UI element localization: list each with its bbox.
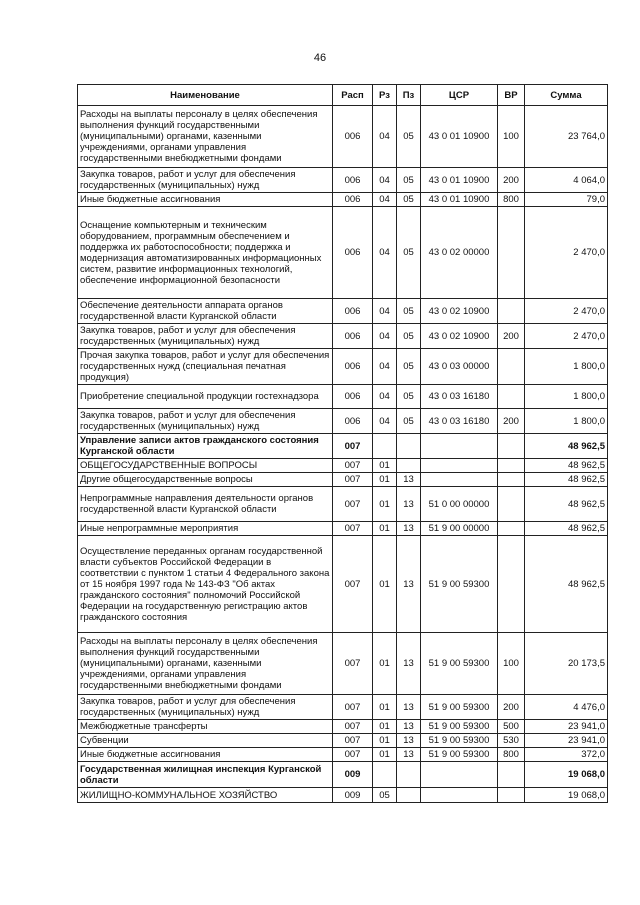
cell-vr: 200 <box>498 695 525 720</box>
cell-rasp: 007 <box>333 459 373 473</box>
cell-sum: 4 476,0 <box>525 695 608 720</box>
table-row <box>78 487 608 522</box>
cell-vr <box>498 434 525 459</box>
table-row <box>78 168 608 193</box>
cell-rasp: 006 <box>333 349 373 385</box>
cell-csr: 43 0 01 10900 <box>421 106 498 168</box>
cell-rz: 04 <box>373 168 397 193</box>
table-row <box>78 762 608 788</box>
table-row <box>78 434 608 459</box>
cell-sum: 48 962,5 <box>525 473 608 487</box>
cell-pz <box>397 762 421 788</box>
cell-rasp: 006 <box>333 385 373 409</box>
cell-rasp: 006 <box>333 193 373 207</box>
cell-name: Государственная жилищная инспекция Курганской области <box>78 762 333 788</box>
cell-name: Закупка товаров, работ и услуг для обеспечения государственных (муниципальных) нужд <box>78 409 333 434</box>
cell-pz: 13 <box>397 734 421 748</box>
table-row <box>78 324 608 349</box>
cell-rasp: 007 <box>333 434 373 459</box>
cell-name: Закупка товаров, работ и услуг для обеспечения государственных (муниципальных) нужд <box>78 168 333 193</box>
cell-rz <box>373 762 397 788</box>
cell-name: Межбюджетные трансферты <box>78 720 333 734</box>
cell-csr <box>421 459 498 473</box>
cell-sum: 48 962,5 <box>525 536 608 633</box>
cell-name: ЖИЛИЩНО-КОММУНАЛЬНОЕ ХОЗЯЙСТВО <box>78 788 333 803</box>
cell-csr: 43 0 01 10900 <box>421 193 498 207</box>
cell-rz: 01 <box>373 695 397 720</box>
cell-rz: 01 <box>373 487 397 522</box>
cell-rz: 01 <box>373 473 397 487</box>
table-row <box>78 193 608 207</box>
cell-name: Управление записи актов гражданского состояния Курганской области <box>78 434 333 459</box>
cell-csr <box>421 788 498 803</box>
cell-rz: 01 <box>373 734 397 748</box>
cell-csr: 51 9 00 59300 <box>421 536 498 633</box>
header-pz: Пз <box>397 85 421 106</box>
cell-rz: 04 <box>373 207 397 299</box>
cell-sum: 2 470,0 <box>525 299 608 324</box>
cell-pz: 05 <box>397 349 421 385</box>
cell-csr: 43 0 02 10900 <box>421 299 498 324</box>
cell-csr: 51 9 00 59300 <box>421 720 498 734</box>
cell-name: Приобретение специальной продукции гостехнадзора <box>78 385 333 409</box>
cell-rasp: 007 <box>333 536 373 633</box>
cell-pz: 05 <box>397 106 421 168</box>
cell-name: Прочая закупка товаров, работ и услуг для обеспечения государственных нужд (специальная печатная продукция) <box>78 349 333 385</box>
cell-rasp: 007 <box>333 748 373 762</box>
cell-name: Иные бюджетные ассигнования <box>78 748 333 762</box>
cell-vr <box>498 459 525 473</box>
cell-rz: 04 <box>373 349 397 385</box>
cell-rz: 01 <box>373 633 397 695</box>
cell-rasp: 007 <box>333 487 373 522</box>
cell-vr: 200 <box>498 168 525 193</box>
cell-sum: 20 173,5 <box>525 633 608 695</box>
table-row <box>78 734 608 748</box>
cell-csr: 51 9 00 00000 <box>421 522 498 536</box>
cell-pz: 13 <box>397 633 421 695</box>
cell-csr: 51 0 00 00000 <box>421 487 498 522</box>
cell-csr: 43 0 03 00000 <box>421 349 498 385</box>
cell-csr <box>421 762 498 788</box>
cell-rz: 04 <box>373 409 397 434</box>
cell-rz: 01 <box>373 522 397 536</box>
header-rasp: Расп <box>333 85 373 106</box>
cell-sum: 23 941,0 <box>525 734 608 748</box>
cell-pz: 05 <box>397 385 421 409</box>
cell-name: Расходы на выплаты персоналу в целях обеспечения выполнения функций государственными (муниципальными) органами, казенными учреждениями, органами управления государственными внебюджетными фондами <box>78 633 333 695</box>
cell-pz: 13 <box>397 522 421 536</box>
cell-vr <box>498 522 525 536</box>
cell-rasp: 006 <box>333 168 373 193</box>
cell-rasp: 007 <box>333 695 373 720</box>
cell-vr <box>498 487 525 522</box>
cell-rasp: 009 <box>333 762 373 788</box>
cell-sum: 79,0 <box>525 193 608 207</box>
cell-sum: 19 068,0 <box>525 788 608 803</box>
cell-pz: 13 <box>397 487 421 522</box>
table-row <box>78 106 608 168</box>
cell-csr: 43 0 03 16180 <box>421 409 498 434</box>
cell-sum: 2 470,0 <box>525 207 608 299</box>
table-row <box>78 349 608 385</box>
table-row <box>78 788 608 803</box>
cell-sum: 2 470,0 <box>525 324 608 349</box>
cell-vr: 530 <box>498 734 525 748</box>
cell-vr <box>498 385 525 409</box>
cell-vr <box>498 536 525 633</box>
cell-rz <box>373 434 397 459</box>
cell-name: Иные бюджетные ассигнования <box>78 193 333 207</box>
cell-rasp: 007 <box>333 720 373 734</box>
cell-vr: 200 <box>498 324 525 349</box>
table-row <box>78 748 608 762</box>
page-number: 46 <box>313 52 327 64</box>
cell-rasp: 006 <box>333 324 373 349</box>
cell-vr <box>498 788 525 803</box>
cell-name: Закупка товаров, работ и услуг для обеспечения государственных (муниципальных) нужд <box>78 695 333 720</box>
cell-rz: 04 <box>373 193 397 207</box>
cell-sum: 48 962,5 <box>525 434 608 459</box>
header-rz: Рз <box>373 85 397 106</box>
cell-sum: 19 068,0 <box>525 762 608 788</box>
table-row <box>78 720 608 734</box>
table-row <box>78 633 608 695</box>
cell-pz: 05 <box>397 299 421 324</box>
cell-pz: 05 <box>397 193 421 207</box>
cell-rz: 04 <box>373 299 397 324</box>
table-row <box>78 409 608 434</box>
cell-name: Расходы на выплаты персоналу в целях обеспечения выполнения функций государственными (муниципальными) органами, казенными учреждениями, органами управления государственными внебюджетными фондами <box>78 106 333 168</box>
cell-name: Оснащение компьютерным и техническим оборудованием, программным обеспечением и поддержка их работоспособности; поддержка и модернизация автоматизированных информационных систем, развитие информационных технологий, обеспечение информационной безопасности <box>78 207 333 299</box>
cell-pz: 05 <box>397 207 421 299</box>
cell-rasp: 006 <box>333 299 373 324</box>
cell-pz <box>397 788 421 803</box>
table-row <box>78 473 608 487</box>
cell-rasp: 006 <box>333 409 373 434</box>
header-csr: ЦСР <box>421 85 498 106</box>
cell-pz: 13 <box>397 720 421 734</box>
cell-rasp: 007 <box>333 473 373 487</box>
cell-sum: 48 962,5 <box>525 459 608 473</box>
cell-pz <box>397 459 421 473</box>
cell-sum: 23 941,0 <box>525 720 608 734</box>
cell-rasp: 009 <box>333 788 373 803</box>
cell-rz: 01 <box>373 720 397 734</box>
cell-sum: 372,0 <box>525 748 608 762</box>
cell-csr: 43 0 03 16180 <box>421 385 498 409</box>
table-row <box>78 299 608 324</box>
cell-vr <box>498 299 525 324</box>
cell-csr <box>421 434 498 459</box>
cell-pz: 05 <box>397 409 421 434</box>
cell-pz: 05 <box>397 168 421 193</box>
cell-rz: 04 <box>373 106 397 168</box>
cell-rz: 01 <box>373 536 397 633</box>
cell-name: Осуществление переданных органам государственной власти субъектов Российской Федерации в соответствии с пунктом 1 статьи 4 Федерального закона от 15 ноября 1997 года № 143-ФЗ "Об актах гражданского состояния" полномочий Российской Федерации на государственную регистрацию актов гражданского состояния <box>78 536 333 633</box>
cell-vr: 500 <box>498 720 525 734</box>
header-vr: ВР <box>498 85 525 106</box>
cell-sum: 48 962,5 <box>525 487 608 522</box>
cell-name: Субвенции <box>78 734 333 748</box>
table-row <box>78 207 608 299</box>
cell-pz: 13 <box>397 748 421 762</box>
table-row <box>78 522 608 536</box>
cell-name: Обеспечение деятельности аппарата органов государственной власти Курганской области <box>78 299 333 324</box>
cell-sum: 1 800,0 <box>525 385 608 409</box>
cell-rasp: 006 <box>333 106 373 168</box>
table-row <box>78 536 608 633</box>
cell-csr: 43 0 02 00000 <box>421 207 498 299</box>
cell-sum: 1 800,0 <box>525 409 608 434</box>
cell-vr <box>498 349 525 385</box>
cell-name: Другие общегосударственные вопросы <box>78 473 333 487</box>
cell-pz: 13 <box>397 536 421 633</box>
cell-sum: 1 800,0 <box>525 349 608 385</box>
table-row <box>78 385 608 409</box>
table-row <box>78 459 608 473</box>
header-name: Наименование <box>78 85 333 106</box>
cell-pz <box>397 434 421 459</box>
cell-vr: 800 <box>498 748 525 762</box>
cell-rz: 04 <box>373 385 397 409</box>
cell-pz: 13 <box>397 473 421 487</box>
cell-name: ОБЩЕГОСУДАРСТВЕННЫЕ ВОПРОСЫ <box>78 459 333 473</box>
cell-csr: 43 0 01 10900 <box>421 168 498 193</box>
budget-table <box>77 84 608 803</box>
cell-vr: 100 <box>498 633 525 695</box>
header-sum: Сумма <box>525 85 608 106</box>
cell-csr: 51 9 00 59300 <box>421 748 498 762</box>
cell-pz: 13 <box>397 695 421 720</box>
cell-rz: 05 <box>373 788 397 803</box>
cell-csr: 51 9 00 59300 <box>421 633 498 695</box>
cell-sum: 48 962,5 <box>525 522 608 536</box>
cell-csr: 51 9 00 59300 <box>421 695 498 720</box>
cell-vr: 100 <box>498 106 525 168</box>
cell-vr <box>498 762 525 788</box>
cell-vr: 800 <box>498 193 525 207</box>
cell-rasp: 006 <box>333 207 373 299</box>
cell-vr <box>498 207 525 299</box>
cell-name: Закупка товаров, работ и услуг для обеспечения государственных (муниципальных) нужд <box>78 324 333 349</box>
cell-pz: 05 <box>397 324 421 349</box>
cell-rasp: 007 <box>333 734 373 748</box>
cell-rasp: 007 <box>333 633 373 695</box>
cell-csr: 43 0 02 10900 <box>421 324 498 349</box>
cell-csr <box>421 473 498 487</box>
cell-csr: 51 9 00 59300 <box>421 734 498 748</box>
cell-vr <box>498 473 525 487</box>
cell-name: Непрограммные направления деятельности органов государственной власти Курганской области <box>78 487 333 522</box>
cell-vr: 200 <box>498 409 525 434</box>
cell-name: Иные непрограммные мероприятия <box>78 522 333 536</box>
cell-sum: 4 064,0 <box>525 168 608 193</box>
cell-rasp: 007 <box>333 522 373 536</box>
table-row <box>78 695 608 720</box>
cell-rz: 01 <box>373 459 397 473</box>
cell-rz: 04 <box>373 324 397 349</box>
table-header-row <box>78 85 608 106</box>
cell-sum: 23 764,0 <box>525 106 608 168</box>
cell-rz: 01 <box>373 748 397 762</box>
